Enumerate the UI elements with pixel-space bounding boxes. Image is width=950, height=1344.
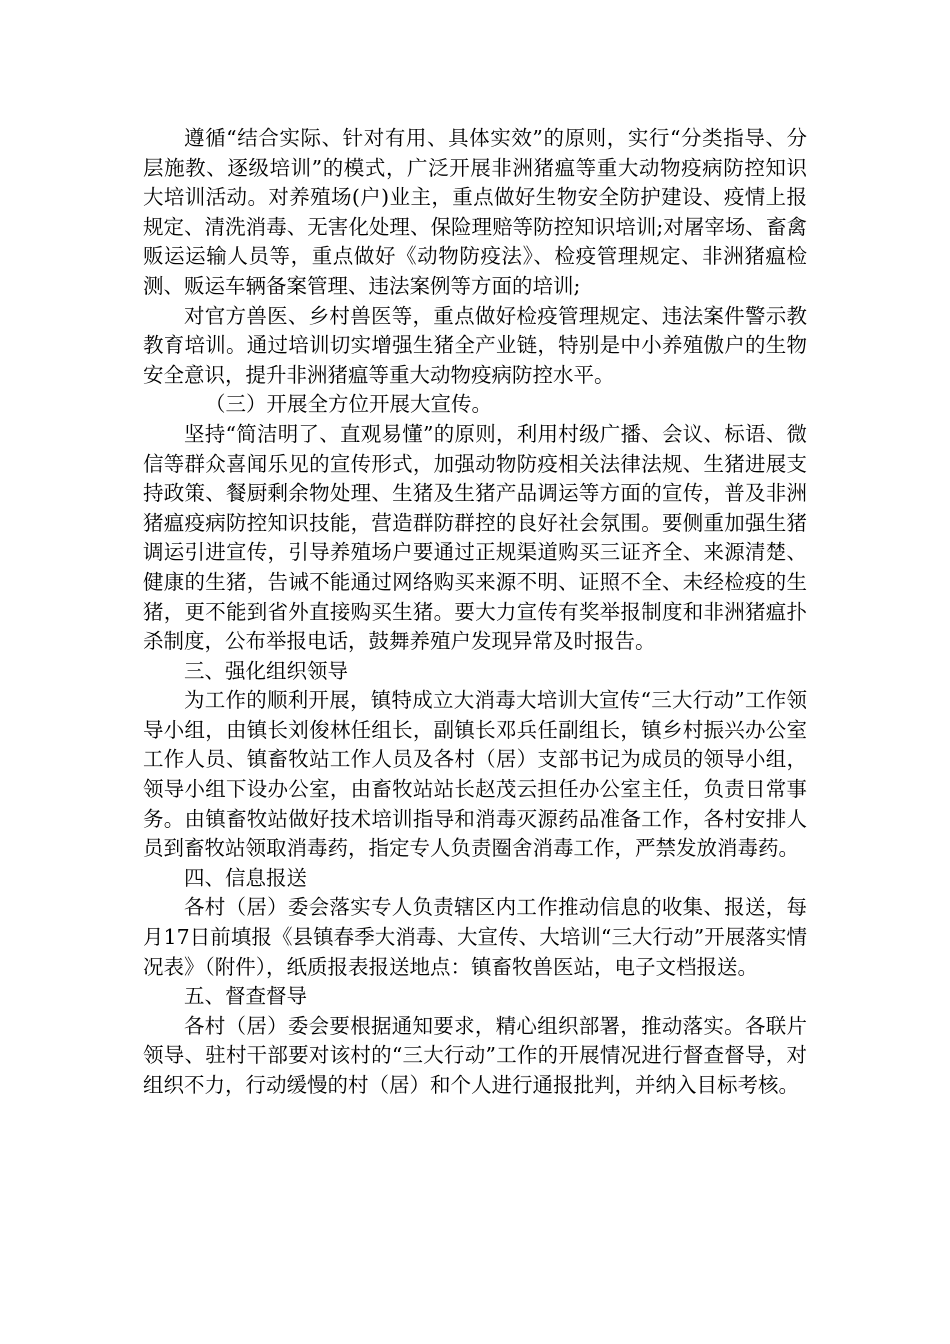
- paragraph-organization: 为工作的顺利开展，镇特成立大消毒大培训大宣传“三大行动”工作领导小组，由镇长刘俊林任组长，副镇长邓兵任副组长，镇乡村振兴办公室工作人员、镇畜牧站工作人员及各村（居）支部书记为成员的领导小组，领导小组下设办公室，由畜牧站站长赵茂云担任办公室主任，负责日常事务。由镇畜牧站做好技术培训指导和消毒灭源药品准备工作，各村安排人员到畜牧站领取消毒药，指定专人负责圈舍消毒工作，严禁发放消毒药。: [143, 688, 807, 861]
- heading-information: 四、信息报送: [184, 865, 307, 890]
- heading-publicity: （三）开展全方位开展大宣传。: [205, 392, 492, 417]
- heading-supervision: 五、督查督导: [184, 984, 307, 1009]
- heading-organization: 三、强化组织领导: [184, 658, 348, 683]
- paragraph-information: 各村（居）委会落实专人负责辖区内工作推动信息的收集、报送，每月17日前填报《县镇春季大消毒、大宣传、大培训“三大行动”开展落实情况表》（附件），纸质报表报送地点：镇畜牧兽医站，电子文档报送。: [143, 895, 807, 979]
- paragraph-official-vets: 对官方兽医、乡村兽医等，重点做好检疫管理规定、违法案件警示教教育培训。通过培训切实增强生猪全产业链，特别是中小养殖傲户的生物安全意识，提升非洲猪瘟等重大动物疫病防控水平。: [143, 303, 807, 387]
- document-body: [143, 124, 807, 1101]
- paragraph-supervision: 各村（居）委会要根据通知要求，精心组织部署，推动落实。各联片领导、驻村干部要对该村的“三大行动”工作的开展情况进行督查督导，对组织不力，行动缓慢的村（居）和个人进行通报批判，并纳入目标考核。: [143, 1013, 807, 1097]
- paragraph-training-principles: 遵循“结合实际、针对有用、具体实效”的原则，实行“分类指导、分层施教、逐级培训”的模式，广泛开展非洲猪瘟等重大动物疫病防控知识大培训活动。对养殖场(户)业主，重点做好生物安全防护建设、疫情上报规定、清洗消毒、无害化处理、保险理赔等防控知识培训;对屠宰场、畜禽贩运运输人员等，重点做好《动物防疫法》、检疫管理规定、非洲猪瘟检测、贩运车辆备案管理、违法案例等方面的培训;: [143, 126, 807, 298]
- paragraph-publicity: 坚持“简洁明了、直观易懂”的原则，利用村级广播、会议、标语、微信等群众喜闻乐见的宣传形式，加强动物防疫相关法律法规、生猪进展支持政策、餐厨剩余物处理、生猪及生猪产品调运等方面的宣传，普及非洲猪瘟疫病防控知识技能，营造群防群控的良好社会氛围。要侧重加强生猪调运引进宣传，引导养殖场户要通过正规渠道购买三证齐全、来源清楚、健康的生猪，告诫不能通过网络购买来源不明、证照不全、未经检疫的生猪，更不能到省外直接购买生猪。要大力宣传有奖举报制度和非洲猪瘟扑杀制度，公布举报电话，鼓舞养殖户发现异常及时报告。: [143, 421, 807, 654]
